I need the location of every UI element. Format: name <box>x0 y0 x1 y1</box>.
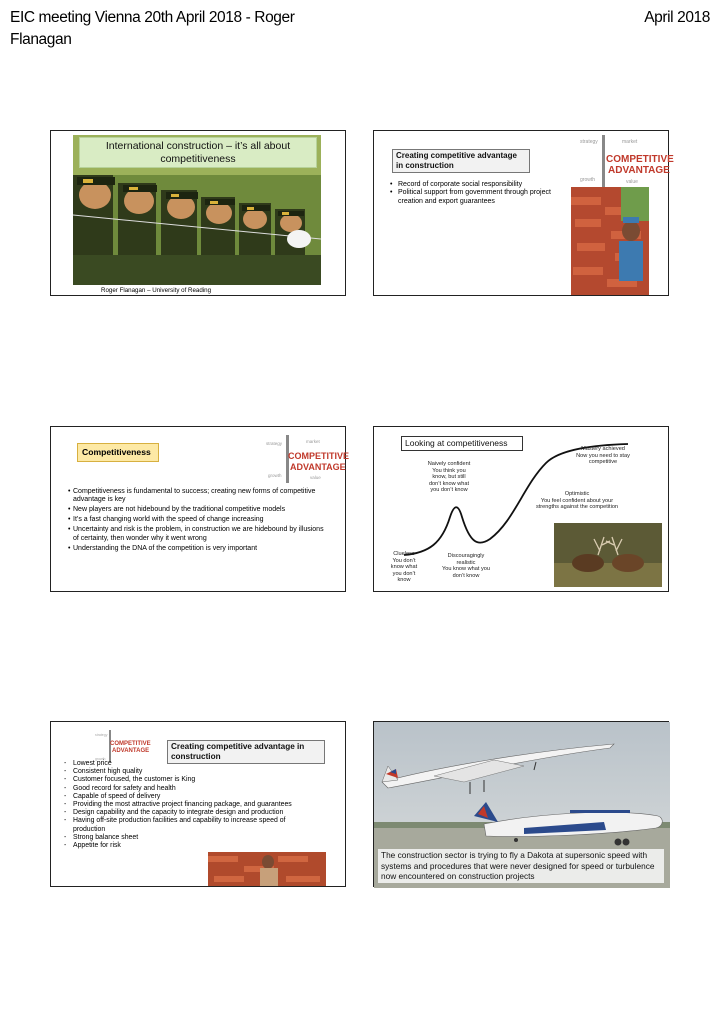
slide-6-thumbnail[interactable] <box>373 721 669 887</box>
stage-discouraged <box>440 553 492 579</box>
slide-3-bullet: • It’s a fast changing world with the speed of change increasing <box>69 516 331 524</box>
stage-naive-text: You think you know, but still don’t know what you don’t know <box>428 467 470 494</box>
svg-text:growth: growth <box>580 177 596 183</box>
stage-clueless-title: Clueless <box>393 551 415 557</box>
slide-5-title: Creating competitive advantage in construction <box>167 740 325 764</box>
logo-line-1: COMPETITIVE <box>606 154 674 165</box>
slide-3-bullet: • Understanding the DNA of the competition is very important <box>69 545 331 553</box>
stage-clueless <box>386 551 422 584</box>
logo-line-2: ADVANTAGE <box>112 748 150 754</box>
slide-1-thumbnail[interactable] <box>50 130 346 296</box>
competitive-advantage-logo <box>266 435 350 483</box>
slide-5-item: - Appetite for risk <box>63 842 303 850</box>
slide-3-bullet: • New players are not hidebound by the traditional competitive models <box>69 506 331 514</box>
stage-optimistic-text: You feel confident about your strengths against the competition <box>535 497 619 511</box>
slide-5-item: - Strong balance sheet <box>63 834 303 842</box>
competitive-advantage-logo <box>578 135 674 187</box>
slide-5-item: - Design capability and the capacity to integrate design and production <box>63 809 303 817</box>
logo-line-2: ADVANTAGE <box>290 462 346 472</box>
svg-text:value: value <box>310 475 321 480</box>
stage-optimistic <box>534 491 620 511</box>
stage-naive <box>418 461 480 494</box>
slide-4-title: Looking at competitiveness <box>401 436 523 451</box>
slide-1-footer: Roger Flanagan – University of Reading <box>101 287 212 294</box>
slide-2-title: Creating competitive advantage in construction <box>392 149 530 173</box>
logo-line-1: COMPETITIVE <box>288 451 350 461</box>
slide-5-item: - Good record for safety and health <box>63 785 303 793</box>
slide-5-item: - Capable of speed of delivery <box>63 793 303 801</box>
stage-mastery <box>570 446 636 466</box>
stage-clueless-text: You don’t know what you don’t know <box>390 557 418 584</box>
slide-3-bullet: • Competitiveness is fundamental to success; creating new forms of competitive advantage is key <box>69 488 331 505</box>
slide-5-thumbnail[interactable] <box>50 721 346 887</box>
competitive-advantage-logo <box>95 730 151 762</box>
svg-text:value: value <box>626 179 638 185</box>
slide-5-item: - Customer focused, the customer is King <box>63 776 303 784</box>
slide-3-bullet-list <box>69 488 331 555</box>
page-header-title: EIC meeting Vienna 20th April 2018 - Roger Flanagan <box>10 9 295 48</box>
slide-5-item: - Consistent high quality <box>63 768 303 776</box>
slide-3-title: Competitiveness <box>77 443 159 462</box>
slide-5-item: - Lowest price <box>63 760 303 768</box>
svg-text:growth: growth <box>268 473 282 478</box>
bricks-worker-photo <box>571 187 649 295</box>
page-header-date: April 2018 <box>644 9 710 26</box>
slide-3-bullet: • Uncertainty and risk is the problem, in construction we are hidebound by illusions of certainty, then wonder why it went wrong <box>69 526 331 543</box>
bricks-worker-photo <box>208 852 326 886</box>
slide-5-item: - Providing the most attractive project financing package, and guarantees <box>63 801 303 809</box>
stags-fighting-photo <box>554 523 662 587</box>
svg-text:strategy: strategy <box>266 441 283 446</box>
stage-mastery-title: Mastery achieved <box>581 446 625 452</box>
slide-3-thumbnail[interactable] <box>50 426 350 592</box>
slide-2-thumbnail[interactable] <box>373 130 674 296</box>
stage-discouraged-title: Discouragingly realistic <box>447 553 485 566</box>
svg-text:growth: growth <box>95 757 106 761</box>
slide-5-item: - Having off-site production facilities and capability to increase speed of production <box>63 817 303 833</box>
slide-2-bullet: • Political support from government through project creation and export guarantees <box>390 189 570 206</box>
slide-2-bullet-list <box>390 181 570 206</box>
logo-line-1: COMPETITIVE <box>110 741 151 747</box>
slide-5-item-list <box>63 760 303 850</box>
stage-mastery-text: Now you need to stay competitive <box>576 452 630 466</box>
slide-2-bullet: • Record of corporate social responsibility <box>390 181 570 189</box>
stage-naive-title: Naively confident <box>427 461 471 467</box>
svg-text:strategy: strategy <box>580 139 598 145</box>
svg-text:market: market <box>306 439 320 444</box>
slide-6-caption: The construction sector is trying to fly a Dakota at supersonic speed with systems and procedures that were never designed for speed or turbulence now encountered on construction projects <box>378 849 664 883</box>
stage-optimistic-title: Optimistic <box>564 491 590 497</box>
svg-text:market: market <box>622 139 638 145</box>
slide-4-thumbnail[interactable] <box>373 426 669 592</box>
logo-line-2: ADVANTAGE <box>608 165 670 176</box>
stage-discouraged-text: You know what you don’t know <box>442 566 490 579</box>
svg-text:strategy: strategy <box>95 733 108 737</box>
slide-1-title: International construction – it’s all about competitiveness <box>79 137 317 168</box>
